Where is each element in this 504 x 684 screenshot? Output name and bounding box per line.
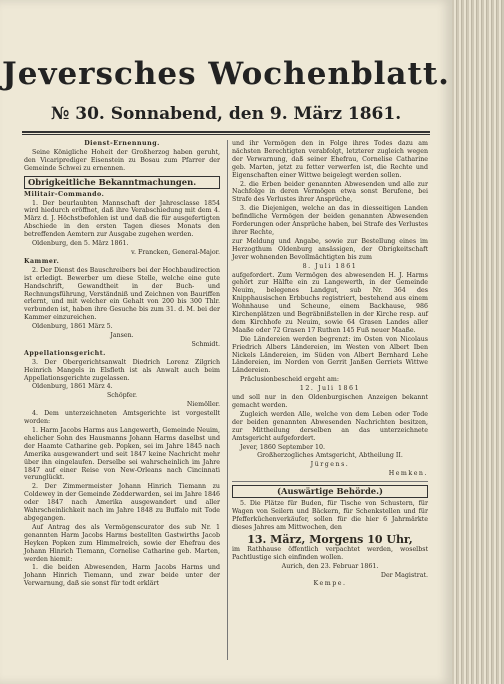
- right-text-5: aufgefordert. Zum Vermögen des abwesenden H. J. Harms gehört zur Hälfte ein zu Langewerth, in der Gemeinde Neuim, belegenes Landgut, sub Nr. 364 des Knipphausischen Erbbuchs registriert, bestehend aus einem Wohnhause und Scheune, einem Backhause, 986 Kirchenplätzen und Begräbnißstellen in der Kirche resp. auf dem Kirchhofe zu Neuim, sowie 64 Grasen Landes aller Maaße oder 72 Grasen 17 Ruthen 145 Fuß neuer Maaße.: [232, 271, 428, 334]
- notice-4-summons-1: 1. die beiden Abwesenden, Harm Jacobs Harms und Johann Hinrich Tiemann, und zwar beide unter der Verwarnung, daß sie sonst für todt erklärt: [24, 564, 220, 588]
- deadline-date-1: 8. Juli 1861: [302, 262, 358, 270]
- masthead-title: Jeversches Wochenblatt.: [2, 56, 450, 92]
- notice-5-date: Aurich, den 23. Februar 1861.: [281, 562, 379, 570]
- magistrat: Der Magistrat.: [380, 571, 428, 579]
- court-name: Großherzogliches Amtsgericht, Abtheilung II.: [257, 452, 403, 460]
- deadline-date-2: 12. Juli 1861: [299, 385, 361, 393]
- right-text-7: Präclusionbescheid ergeht am:: [240, 376, 339, 384]
- appel-heading: Appellationsgericht.: [24, 349, 106, 357]
- notice-4-request: Auf Antrag des als Vermögenscurator des sub Nr. 1 genannten Harm Jacobs Harms bestellten Gastwirths Jacob Heyken Popken zum Himmelreich, sowie der Ehefrau des Johann Hinrich Tiemann, Cornelise Catharine geb. Marten, werden hiemit:: [24, 523, 220, 563]
- magistrat-signature: Kempe.: [313, 580, 347, 588]
- market-date: 13. März, Morgens 10 Uhr,: [247, 532, 413, 546]
- notice-1: 1. Der beurlaubten Mannschaft der Jahresclasse 1854 wird hiedurch eröffnet, daß ihre Verabschiedung mit dem 4. März d. J. Höchstbefohlen ist und daß die für ausgefertigten Abschiede in den ersten Tagen dieses Monats den betreffenden Aemtern zur Ausgabe zugehen werden.: [24, 199, 220, 239]
- column-divider: [227, 140, 228, 660]
- notice-3-signature-1: Schöpfer.: [106, 392, 138, 400]
- notice-1-date: Oldenburg, den 5. März 1861.: [32, 240, 129, 248]
- notice-2-signature-1: Jansen.: [110, 332, 134, 340]
- notice-2-signature-2: Schmidt.: [191, 340, 220, 348]
- notice-3-date: Oldenburg, 1861 März 4.: [32, 383, 113, 391]
- issue-line: № 30. Sonnabend, den 9. März 1861.: [50, 104, 402, 124]
- section-separator: [232, 481, 428, 482]
- right-text-4: zur Meldung und Angabe, sowie zur Bestellung eines im Herzogthum Oldenburg ansässigen, der Obrigkeitschaft Jever wohnenden Bevollmächtigten bis zum: [232, 237, 428, 261]
- right-column: [232, 140, 428, 589]
- header-rule-thin: [22, 134, 430, 135]
- dienst-text: Seine Königliche Hoheit der Großherzog haben geruht, den Vicariprediger Eisenstein zu Bosau zum Pfarrer der Gemeinde Schwei zu ernennen.: [24, 148, 220, 172]
- kammer-heading: Kammer.: [24, 257, 60, 265]
- notice-3: 3. Der Obergerichtsanwalt Diedrich Lorenz Zilgrich Heinrich Mangels in Elsfleth ist als Anwalt auch beim Appellationsgerichte zugelassen.: [24, 358, 220, 382]
- right-text-6: Die Ländereien werden begrenzt: im Osten von Nicolaus Friedrich Albers Ländereien, im Westen von Albert Iben Nickels Ländereien, im Süden von Albert Bernhard Lehe Ländereien, im Norden von Gerrit Janßen Gerriets Wittwe Ländereien.: [232, 335, 428, 375]
- auswaertige-heading: (Auswärtige Behörde.): [232, 485, 428, 498]
- dienst-heading: Dienst-Ernennung.: [84, 140, 160, 147]
- right-text-9: Zugleich werden Alle, welche von dem Leben oder Tode der beiden genannten Abwesenden Nachrichten besitzen, zur Mittheilung derselben an das unterzeichnete Amtsgericht aufgefordert.: [232, 410, 428, 442]
- notice-4-item-1: 1. Harm Jacobs Harms aus Langewerth, Gemeinde Neuim, ehelicher Sohn des Hausmanns Johann Harms daselbst und der Haamte Catharine geb. Popken, sei im Jahre 1845 nach Amerika ausgewandert und seit 1847 keine Nachricht mehr über ihn eingelaufen. Derselbe sei wahrscheinlich im Jahre 1847 auf einer Reise von New-Orleans nach Cincinnati verunglückt.: [24, 427, 220, 482]
- notice-4-item-2: 2. Der Zimmermeister Johann Hinrich Tiemann zu Coldewey in der Gemeinde Zedderwarden, sei im Jahre 1846 oder 1847 nach Amerika ausgewandert und aller Wahrscheinlichkeit nach im Jahre 1848 zu Buffalo mit Tode abgegangen.: [24, 483, 220, 522]
- book-page-edges: [452, 0, 504, 684]
- notice-1-signature: v. Francken, General-Major.: [131, 248, 220, 256]
- militair-heading: Militair-Commando.: [24, 190, 105, 198]
- left-column: [24, 140, 220, 589]
- obrig-heading: Obrigkeitliche Bekanntmachungen.: [24, 176, 220, 189]
- right-text-1: und ihr Vermögen den in Folge ihres Todes dazu am nächsten Berechtigten verabfolgt, letzterer zugleich wegen der Verwarnung, daß seiner Ehefrau, Cornelise Catharine geb. Marten, jetzt zu fetter verwerfen ist, die Rechte und Eigenschaften einer Wittwe beigelegt werden sollen.: [232, 140, 428, 179]
- right-text-2: 2. die Erben beider genannten Abwesenden und alle zur Nachfolge in deren Vermögen etwa sonst Berufene, bei Strafe des Verlustes ihrer Ansprüche,: [232, 180, 428, 204]
- notice-2-date: Oldenburg, 1861 März 5.: [32, 323, 113, 331]
- notice-3-signature-2: Niemöller.: [186, 401, 220, 409]
- court-signature-2: Hemken.: [388, 470, 428, 478]
- notice-2: 2. Der Dienst des Bauschreibers bei der Hochbaudirection ist erledigt. Bewerber um diese Stelle, welche eine gute Handschrift, Gewandtheit in der Buch- und Rechnungsführung, Verständniß und Zeichnen von Bauriffen erlernt, und mit welcher ein Gehalt von 200 bis 300 Thlr. verbunden ist, haben ihre Gesuche bis zum 31. d. M. bei der Kammer einzureichen.: [24, 266, 220, 322]
- right-text-8: und soll nur in den Oldenburgischen Anzeigen bekannt gemacht werden.: [232, 394, 428, 409]
- court-signature-1: Jürgens.: [310, 461, 350, 469]
- right-text-3: 3. die Diejenigen, welche an das in diesseitigen Landen befindliche Vermögen der beiden genannten Abwesenden Forderungen oder Ansprüche haben, bei Strafe des Verlustes ihrer Rechte,: [232, 205, 428, 236]
- right-text-9-date: Jever, 1860 September 10.: [240, 443, 325, 451]
- notice-4-intro: 4. Dem unterzeichneten Amtsgerichte ist vorgestellt worden:: [24, 410, 220, 426]
- notice-5-end: im Rathhause öffentlich verpachtet werden, woselbst Pachtlustige sich einfinden wollen.: [232, 545, 428, 561]
- header-rule: [22, 131, 430, 133]
- notice-5: 5. Die Plätze für Buden, für Tische von Schustern, für Wagen von Seilern und Bäckern, für Schenkstellen und für Pfefferküchenverkäufer, sollen für die hier 6 Jahrmärkte dieses Jahres am Mittwochen, den: [232, 500, 428, 531]
